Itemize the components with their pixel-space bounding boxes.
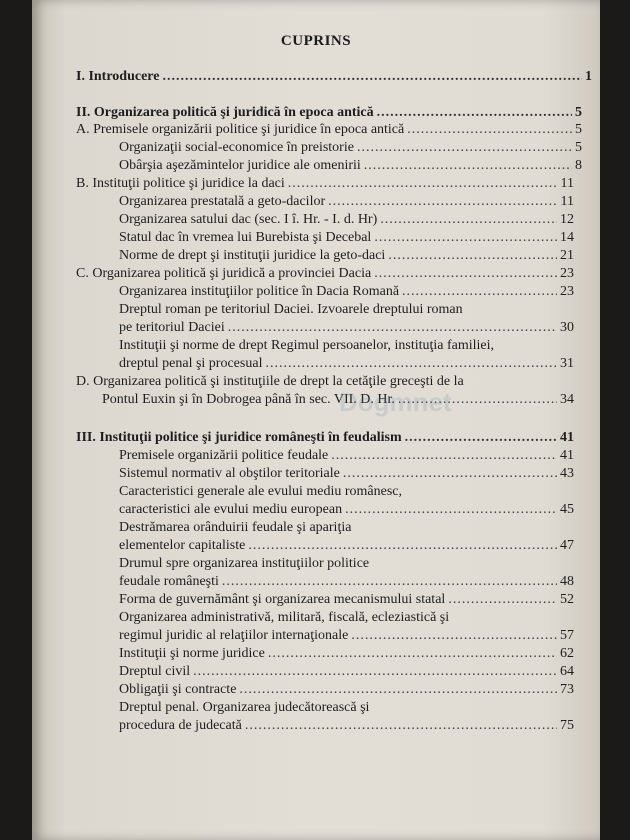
toc-leader-dots [343, 466, 557, 482]
toc-entry-page: 30 [560, 320, 574, 335]
toc-entry-text: Statul dac în vremea lui Burebista şi Decebal [119, 230, 372, 245]
toc-leader-dots [239, 682, 557, 698]
toc-entry-page: 21 [560, 248, 574, 263]
toc-leader-dots [374, 230, 557, 246]
toc-entry-text: dreptul penal şi procesual [119, 356, 263, 371]
toc-entry-page: 12 [560, 212, 574, 227]
toc-leader-dots [448, 592, 557, 608]
toc-entry [119, 248, 574, 266]
toc-entry-text: regimul juridic al relaţiilor internaţionale [119, 628, 349, 643]
toc-entry [119, 718, 574, 736]
toc-entry [119, 356, 574, 374]
toc-entry [119, 140, 582, 158]
toc-entry-text: Instituţii şi norme juridice [119, 646, 265, 661]
toc-entry-page: 11 [560, 194, 574, 209]
toc-entry-text: Obligaţii şi contracte [119, 682, 237, 697]
toc-entry-text: III. Instituţii politice şi juridice româneşti în feudalism [76, 430, 402, 445]
toc-entry-page: 43 [560, 466, 574, 481]
toc-entry-page: 34 [560, 392, 574, 407]
toc-entry-page: 11 [560, 176, 574, 191]
toc-leader-dots [328, 194, 557, 210]
toc-entry-text: procedura de judecată [119, 718, 242, 733]
toc-entry [119, 230, 574, 248]
toc-entry-chapter-ii [76, 105, 582, 123]
toc-entry [119, 646, 574, 664]
toc-entry [119, 574, 574, 592]
toc-entry [119, 502, 574, 520]
toc-entry-text: Obârşia aşezămintelor juridice ale omenirii [119, 158, 361, 173]
toc-entry-a [76, 122, 582, 140]
toc-leader-dots [380, 212, 557, 228]
toc-entry-page: 5 [575, 140, 582, 155]
toc-entry [119, 194, 574, 212]
toc-entry-text: B. Instituţii politice şi juridice la daci [76, 176, 285, 191]
toc-entry-text: Destrămarea orânduirii feudale şi apariţia [119, 520, 352, 535]
toc-entry-page: 64 [560, 664, 574, 679]
toc-entry-text: pe teritoriul Daciei [119, 320, 225, 335]
toc-entry-introducere [76, 69, 592, 87]
toc-entry-page: 23 [560, 284, 574, 299]
toc-entry-text: I. Introducere [76, 69, 160, 84]
toc-entry-page: 73 [560, 682, 574, 697]
toc-entry [119, 628, 574, 646]
toc-entry-text: Premisele organizării politice feudale [119, 448, 329, 463]
toc-entry-page: 62 [560, 646, 574, 661]
watermark-logo [319, 387, 452, 427]
toc-entry-text: Organizarea prestatală a geto-dacilor [119, 194, 326, 209]
toc-leader-dots [162, 69, 582, 85]
toc-entry-page: 57 [560, 628, 574, 643]
toc-entry-chapter-iii [76, 430, 574, 448]
toc-entry-text: Organizarea administrativă, militară, fiscală, ecleziastică şi [119, 610, 450, 625]
toc-leader-dots [245, 718, 557, 734]
toc-entry-page: 23 [560, 266, 574, 281]
toc-entry [119, 212, 574, 230]
toc-entry-b [76, 176, 574, 194]
toc-entry-page: 52 [560, 592, 574, 607]
toc-entry [119, 682, 574, 700]
toc-leader-dots [377, 105, 572, 121]
toc-leader-dots [357, 140, 572, 156]
toc-entry [119, 592, 574, 610]
toc-entry-text: Norme de drept şi instituţii juridice la geto-daci [119, 248, 386, 263]
toc-entry-text: Dreptul roman pe teritoriul Daciei. Izvoarele dreptului roman [119, 302, 463, 317]
toc-entry-page: 5 [575, 122, 582, 137]
toc-leader-dots [331, 448, 557, 464]
toc-leader-dots [288, 176, 558, 192]
toc-entry-page: 41 [560, 430, 574, 445]
toc-leader-dots [265, 356, 557, 372]
toc-entry [119, 284, 574, 302]
toc-leader-dots [193, 664, 557, 680]
toc-entry-page: 41 [560, 448, 574, 463]
toc-entry [119, 158, 582, 176]
toc-leader-dots [402, 284, 557, 300]
toc-entry [119, 538, 574, 556]
toc-entry-text: Organizarea instituţiilor politice în Dacia Romană [119, 284, 400, 299]
toc-entry-text: C. Organizarea politică şi juridică a provinciei Dacia [76, 266, 372, 281]
toc-leader-dots [345, 502, 557, 518]
toc-entry-text: elementelor capitaliste [119, 538, 246, 553]
toc-entry-text: II. Organizarea politică şi juridică în epoca antică [76, 105, 374, 120]
toc-entry-page: 47 [560, 538, 574, 553]
toc-entry-page: 48 [560, 574, 574, 589]
toc-entry-page: 5 [575, 105, 582, 120]
toc-entry-text: Caracteristici generale ale evului mediu românesc, [119, 484, 402, 499]
toc-entry [119, 664, 574, 682]
toc-entry [119, 466, 574, 484]
toc-entry-text: caracteristici ale evului mediu european [119, 502, 343, 517]
toc-leader-dots [248, 538, 557, 554]
toc-entry-c [76, 266, 574, 284]
book-page [32, 0, 600, 840]
toc-entry-text: Drumul spre organizarea instituţiilor politice [119, 556, 370, 571]
toc-entry-page: 8 [575, 158, 582, 173]
toc-leader-dots [374, 266, 557, 282]
toc-leader-dots [228, 320, 557, 336]
toc-entry-text: Dreptul civil [119, 664, 191, 679]
toc-leader-dots [407, 122, 572, 138]
toc-entry-text: feudale româneşti [119, 574, 219, 589]
toc-entry-text: Dreptul penal. Organizarea judecătorească şi [119, 700, 370, 715]
toc-leader-dots [388, 248, 557, 264]
toc-entry [119, 320, 574, 338]
toc-entry-text: A. Premisele organizării politice şi juridice în epoca antică [76, 122, 405, 137]
toc-entry-text: Sistemul normativ al obştilor teritoriale [119, 466, 340, 481]
toc-entry-page: 45 [560, 502, 574, 517]
page-title: CUPRINS [280, 33, 352, 49]
toc-leader-dots [364, 158, 572, 174]
watermark-text: Dogmnet [339, 387, 452, 417]
toc-entry-page: 14 [560, 230, 574, 245]
toc-entry-text: Forma de guvernământ şi organizarea mecanismului statal [119, 592, 446, 607]
toc-entry-text: Pontul Euxin şi în Dobrogea până în sec. VII. D. Hr. [102, 392, 395, 407]
toc-entry-page: 75 [560, 718, 574, 733]
toc-entry-text: D. Organizarea politică şi instituţiile de drept la cetăţile greceşti de la [76, 374, 464, 389]
toc-leader-dots [405, 430, 557, 446]
toc-leader-dots [351, 628, 557, 644]
toc-entry-page: 31 [560, 356, 574, 371]
toc-leader-dots [222, 574, 557, 590]
toc-entry [119, 448, 574, 466]
toc-leader-dots [268, 646, 557, 662]
toc-entry-page: 1 [585, 69, 592, 84]
toc-entry-text: Organizarea satului dac (sec. I î. Hr. - I. d. Hr) [119, 212, 378, 227]
toc-entry-text: Organizaţii social-economice în preistorie [119, 140, 354, 155]
toc-entry-text: Instituţii şi norme de drept Regimul persoanelor, instituţia familiei, [119, 338, 495, 353]
